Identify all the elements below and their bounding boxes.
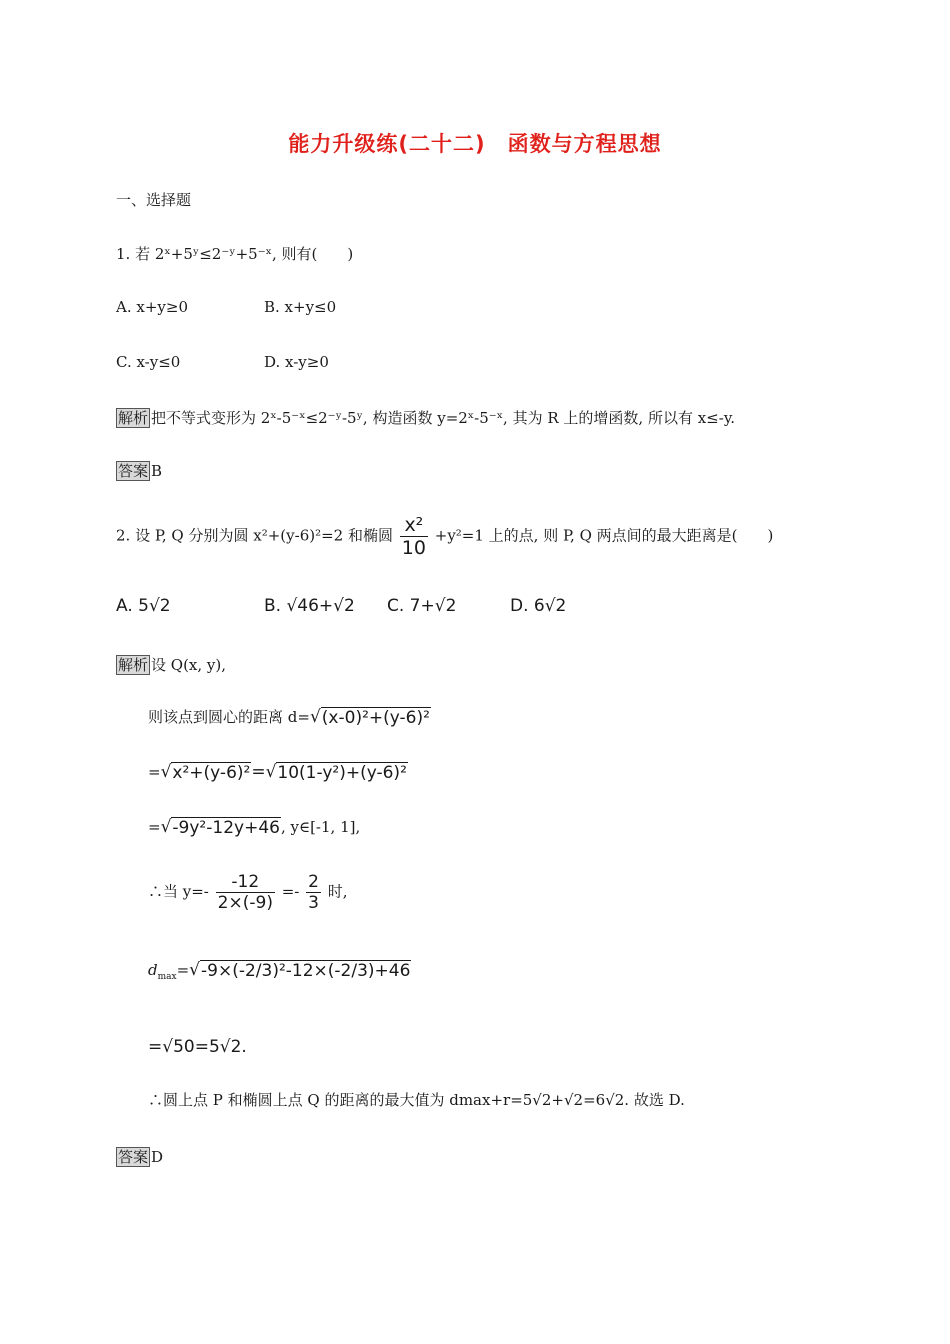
answer-tag: 答案 — [118, 462, 149, 480]
q1-option-b: B. x+y≤0 — [264, 298, 337, 316]
q1-answer-value: B — [151, 462, 163, 480]
q2-option-d — [510, 596, 566, 616]
q2-analysis-line-1: 设 Q(x, y), — [151, 656, 227, 674]
analysis-tag: 解析 — [118, 656, 149, 674]
radicand-a: x²+(y-6)² — [172, 763, 251, 783]
vertex-denominator: 2×(-9) — [217, 893, 273, 913]
equals-sign: =- — [281, 882, 300, 901]
q2-option-c — [387, 596, 456, 616]
domain-note: , y∈[-1, 1], — [280, 818, 361, 836]
page-title: 能力升级练(二十二) 函数与方程思想 — [288, 132, 662, 156]
q2-stem — [116, 514, 773, 559]
simplified-result: =√50=5√2. — [148, 1037, 247, 1057]
q2-analysis-line-6: $d_{max}=√-9\times(-2/3)^2-12\times(-2/3)+46$ — [148, 960, 411, 982]
result-denominator: 3 — [308, 893, 319, 913]
q2-analysis-line-8 — [148, 1089, 685, 1110]
q2-option-a-text: A. 5√2 — [116, 596, 171, 616]
vertex-result-fraction — [306, 872, 321, 913]
analysis-tag: 解析 — [118, 409, 149, 427]
q2-analysis — [116, 654, 226, 675]
q2-analysis-line-5 — [148, 872, 348, 913]
conclusion: ∴圆上点 P 和椭圆上点 Q 的距离的最大值为 dmax+r=5√2+√2=6√2. 故选 D. — [148, 1091, 685, 1109]
q2-option-d-text: D. 6√2 — [510, 596, 567, 616]
q2-analysis-line-4: =√-9y²-12y+46, y∈[-1, 1], — [148, 817, 361, 838]
q1-option-d: D. x-y≥0 — [264, 353, 329, 371]
vertex-numerator: -12 — [216, 872, 275, 893]
q1-analysis-text: 把不等式变形为 2ˣ-5⁻ˣ≤2⁻ʸ-5ʸ, 构造函数 y=2ˣ-5⁻ˣ, 其为 R 上的增函数, 所以有 x≤-y. — [151, 409, 736, 427]
radicand: (x-0)²+(y-6)² — [321, 708, 430, 728]
distance-label: 则该点到圆心的距离 d= — [148, 708, 310, 726]
q1-option-a: A. x+y≥0 — [116, 298, 188, 316]
q2-answer-value: D — [151, 1148, 164, 1166]
q2-stem-post: +y²=1 上的点, 则 P, Q 两点间的最大距离是( ) — [434, 526, 774, 545]
radicand-quadratic: -9y²-12y+46 — [172, 818, 280, 838]
q2-analysis-line-3: =√x²+(y-6)²=√10(1-y²)+(y-6)² — [148, 762, 407, 783]
q1-stem-text: 1. 若 2ˣ+5ʸ≤2⁻ʸ+5⁻ˣ, 则有( ) — [116, 245, 354, 263]
vertex-fraction — [216, 872, 275, 913]
vertex-label: ∴当 y=- — [148, 882, 209, 901]
section-heading: 一、选择题 — [116, 191, 192, 209]
q1-option-c: C. x-y≤0 — [116, 353, 181, 371]
q1-stem — [116, 243, 353, 264]
q2-analysis-line-7 — [148, 1037, 247, 1057]
ellipse-fraction — [400, 514, 428, 559]
time-suffix: 时, — [327, 882, 348, 901]
max-subscript: max — [157, 972, 177, 982]
dmax-symbol: d — [148, 961, 158, 979]
q2-option-b — [264, 596, 355, 616]
answer-tag: 答案 — [118, 1148, 149, 1166]
q2-stem-pre: 2. 设 P, Q 分别为圆 x²+(y-6)²=2 和椭圆 — [116, 526, 393, 545]
radicand-b: 10(1-y²)+(y-6)² — [277, 763, 407, 783]
q2-option-a — [116, 596, 171, 616]
q2-option-c-text: C. 7+√2 — [387, 596, 457, 616]
distance-radical — [321, 708, 431, 728]
result-numerator: 2 — [308, 872, 319, 892]
q1-answer — [116, 461, 162, 481]
fraction-numerator: x² — [400, 514, 428, 537]
fraction-denominator: 10 — [401, 537, 426, 559]
q2-option-b-text: B. √46+√2 — [264, 596, 355, 616]
q2-analysis-line-2: 则该点到圆心的距离 d=√(x-0)²+(y-6)² — [148, 707, 430, 728]
q1-analysis — [116, 407, 735, 428]
dmax-radicand: -9×(-2/3)²-12×(-2/3)+46 — [201, 961, 411, 981]
q2-answer — [116, 1147, 163, 1167]
